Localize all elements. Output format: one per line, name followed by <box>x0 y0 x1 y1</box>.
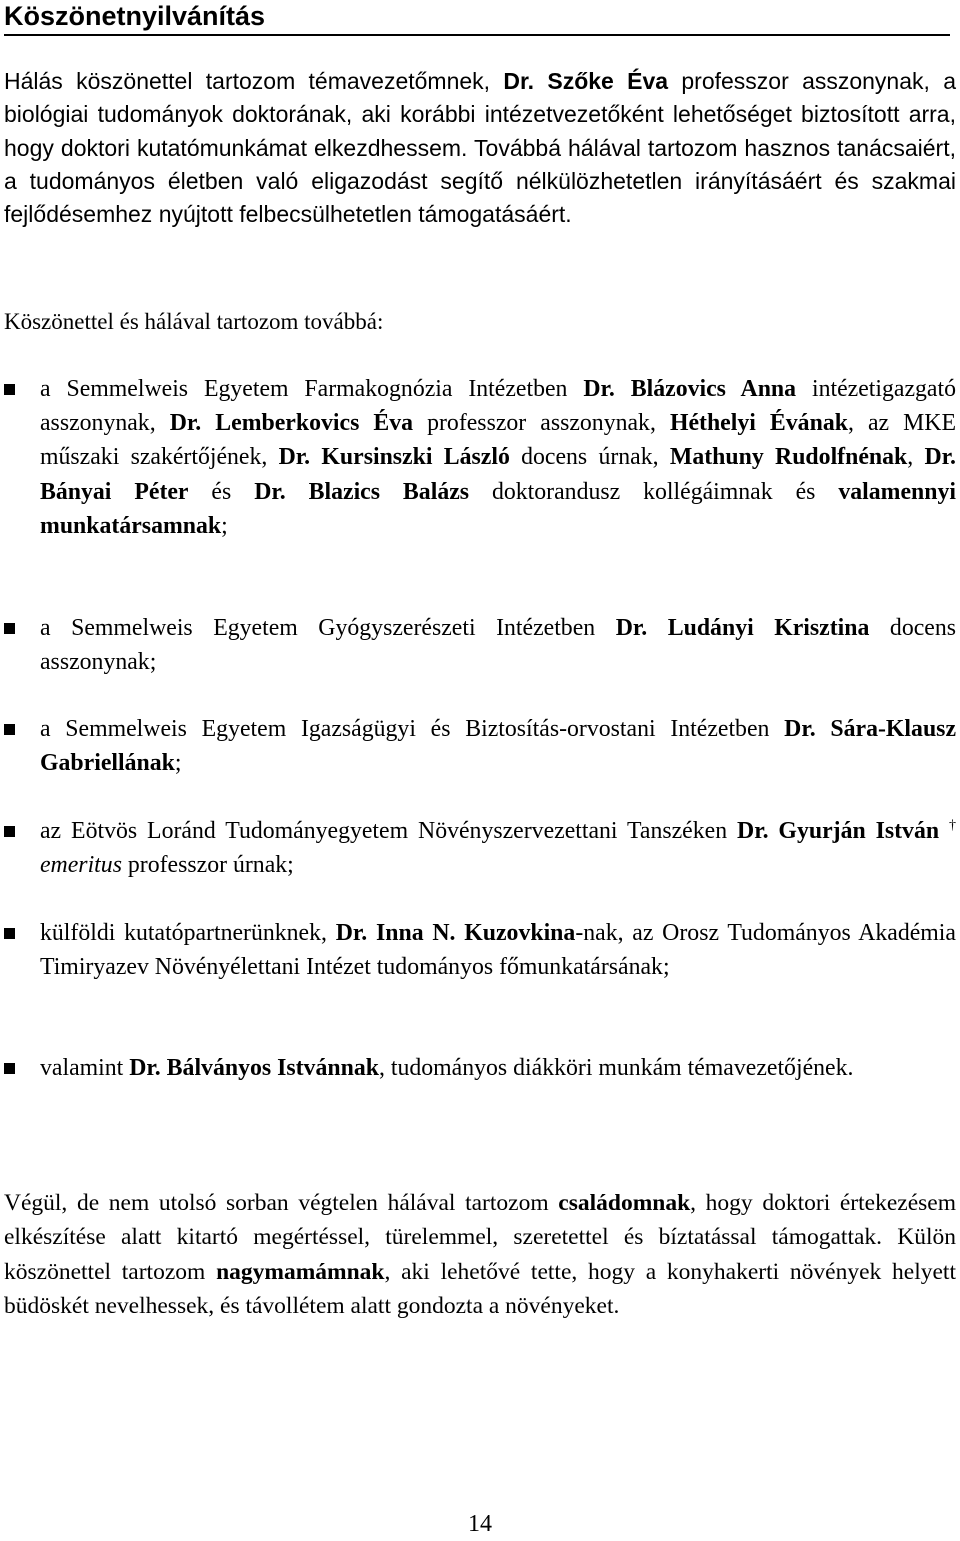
closing-paragraph: Végül, de nem utolsó sorban végtelen hálával tartozom családomnak, hogy doktori értekezésem elkészítése alatt kitartó megértéssel, türelemmel, szeretettel és bíztatással támogattak. Külön köszönettel tartozom nagymamámnak, aki lehetővé tette, hogy a konyhakerti növények helyett büdöskét nevelhessek, és távollétem alatt gondozta a növényeket. <box>4 1190 956 1320</box>
list-item-text: a Semmelweis Egyetem Gyógyszerészeti Intézetben Dr. Ludányi Krisztina docens asszonynak; <box>40 615 957 676</box>
intro-paragraph: Hálás köszönettel tartozom témavezetőmnek, Dr. Szőke Éva professzor asszonynak, a biológiai tudományok doktorának, aki korábbi intézetvezetőként lehetőséget biztosított arra, hogy doktori kutatómunkámat elkezdhessem. Továbbá hálával tartozom hasznos tanácsaiért, a tudományos életben való eligazodást segítő nélkülözhetetlen irányításáért és szakmai fejlődésemhez nyújtott felbecsülhetetlen támogatásáért. <box>4 68 957 228</box>
square-bullet-icon <box>4 384 15 395</box>
square-bullet-icon <box>4 826 15 837</box>
list-item <box>40 916 956 984</box>
list-item <box>40 712 956 780</box>
list-item-text: az Eötvös Loránd Tudományegyetem Növényszervezettani Tanszéken Dr. Gyurján István † emeritus professzor úrnak; <box>40 818 957 879</box>
list-item <box>40 814 956 882</box>
square-bullet-icon <box>4 623 15 634</box>
page-title: Köszönetnyilvánítás <box>4 0 950 36</box>
list-item <box>40 372 956 543</box>
thanks-lead-in: Köszönettel és hálával tartozom továbbá: <box>4 309 384 334</box>
list-item-text: valamint Dr. Bálványos Istvánnak, tudományos diákköri munkám témavezetőjének. <box>40 1055 854 1081</box>
square-bullet-icon <box>4 1063 15 1074</box>
list-item-text: külföldi kutatópartnerünknek, Dr. Inna N. Kuzovkina-nak, az Orosz Tudományos Akadémia Timiryazev Növényélettani Intézet tudományos főmunkatársának; <box>40 920 956 981</box>
page-number: 14 <box>468 1511 492 1537</box>
list-item-text: a Semmelweis Egyetem Igazságügyi és Biztosítás-orvostani Intézetben Dr. Sára-Klausz Gabriellának; <box>40 716 957 777</box>
square-bullet-icon <box>4 724 15 735</box>
list-item <box>40 1051 956 1085</box>
square-bullet-icon <box>4 928 15 939</box>
list-item-text: a Semmelweis Egyetem Farmakognózia Intézetben Dr. Blázovics Anna intézetigazgató asszonynak, Dr. Lemberkovics Éva professzor asszonynak, Héthelyi Évának, az MKE műszaki szakértőjének, Dr. Kursinszki László docens úrnak, Mathuny Rudolfnénak, Dr. Bányai Péter és Dr. Blazics Balázs doktorandusz kollégáimnak és valamennyi munkatársamnak; <box>40 376 956 539</box>
list-item <box>40 611 956 679</box>
